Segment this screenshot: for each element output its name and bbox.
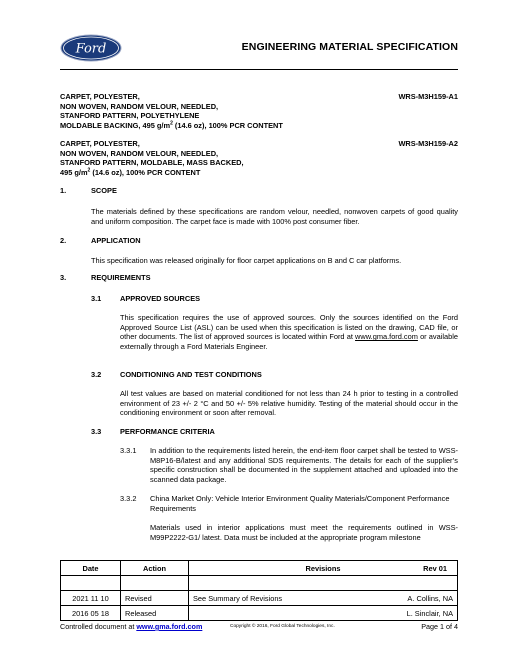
table-row [61,591,458,606]
section-1-title: SCOPE [91,186,117,195]
page-number: Page 1 of 4 [421,622,458,631]
row-date: 2016 05 18 [61,606,121,621]
spec-a1-line: CARPET, POLYESTER, [60,92,140,101]
spec-code-a1: WRS-M3H159-A1 [398,92,458,101]
spec-block-a1 [60,92,458,130]
spec-a2-line: NON WOVEN, RANDOM VELOUR, NEEDLED, [60,148,219,158]
section-3-2-number: 3.2 [91,370,102,379]
section-3-1-number: 3.1 [91,294,102,303]
section-3-3-number: 3.3 [91,427,102,436]
revision-table [60,560,458,621]
section-3-3-2-number: 3.3.2 [120,494,137,503]
section-1-number: 1. [60,186,67,195]
spec-a1-line: STANFORD PATTERN, POLYETHYLENE [60,111,200,121]
table-row [61,576,458,591]
ford-logo [60,34,122,62]
spec-a2-line: CARPET, POLYESTER, [60,139,140,148]
spec-block-a2 [60,139,458,177]
section-1-text: The materials defined by these specifications are random velour, needled, nonwoven carpets of good quality and uniform composition. The carpet face is made with 100% post consumer fiber. [91,207,458,226]
row-revisions [189,606,361,621]
row-action: Revised [121,591,189,606]
header-revisions: Revisions Rev 01 [189,561,458,576]
gma-link[interactable]: www.gma.ford.com [136,622,203,631]
section-3-3-1-number: 3.3.1 [120,446,137,455]
spec-a2-line: 495 $g/m^2$ (14.6 oz), 100% PCR CONTENT [60,167,201,177]
spec-code-a2: WRS-M3H159-A2 [398,139,458,148]
section-3-3-2-text: Materials used in interior applications must meet the requirements outlined in WSS-M99P2222-G1/ latest. Data must be included at the appropriate program milestone [150,523,458,542]
header-divider [60,69,458,70]
section-3-3-1-text: In addition to the requirements listed herein, the end-item floor carpet shall be tested to WSS-M8P16-B/latest and any additional SDS requirements. The details for each of the supplier’s specific construction shall be documented in the supplement attached and uploaded into the scanned data package. [150,446,458,484]
section-3-3-title: PERFORMANCE CRITERIA [120,427,215,436]
section-3-1-text: This specification requires the use of approved sources. Only the sources identified on the Ford Approved Source List (ASL) can be used when this specification is listed on the drawing, CAD file, or other documents. The list of approved sources is located within Ford at www.gma.ford.com or available externally through a Ford Materials Engineer. [120,313,458,351]
revision-table-header [61,561,458,576]
ford-logo-text: Ford [75,41,107,57]
section-3-2-title: CONDITIONING AND TEST CONDITIONS [120,370,262,379]
row-author: L. Sinclair, NA [361,606,458,621]
row-date: 2021 11 10 [61,591,121,606]
table-row [61,606,458,621]
section-3-1-title: APPROVED SOURCES [120,294,201,303]
section-3-number: 3. [60,273,67,282]
section-2-text: This specification was released originally for floor carpet applications on B and C car platforms. [91,256,402,265]
header-action: Action [121,561,189,576]
section-3-3-2-title: China Market Only: Vehicle Interior Environment Quality Materials/Component Performance Requirements [150,494,450,513]
row-revisions: See Summary of Revisions [189,591,361,606]
document-title: ENGINEERING MATERIAL SPECIFICATION [241,41,458,53]
row-author: A. Collins, NA [361,591,458,606]
header-rev: Rev 01 [423,563,447,573]
spec-a1-line: MOLDABLE BACKING, 495 $g/m^2$ (14.6 oz), 100% PCR CONTENT [60,120,283,130]
spec-a2-line: STANFORD PATTERN, MOLDABLE, MASS BACKED, [60,158,244,168]
footer-divider [60,620,458,621]
section-2-title: APPLICATION [91,236,141,245]
header-date: Date [61,561,121,576]
row-action: Released [121,606,189,621]
asl-link[interactable]: www.gma.ford.com [355,332,418,342]
section-3-2-text: All test values are based on material conditioned for not less than 24 h prior to testing in a controlled environment of 23 +/- 2 °C and 50 +/- 5% relative humidity. Testing of the material should occur in the conditioning environment or soon after removal. [120,389,458,418]
section-2-number: 2. [60,236,67,245]
footer-controlled: Controlled document at www.gma.ford.com [60,622,203,631]
footer-copyright: Copyright © 2016, Ford Global Technologies, Inc. [230,624,335,629]
section-3-title: REQUIREMENTS [91,273,151,282]
spec-a1-line: NON WOVEN, RANDOM VELOUR, NEEDLED, [60,101,219,111]
